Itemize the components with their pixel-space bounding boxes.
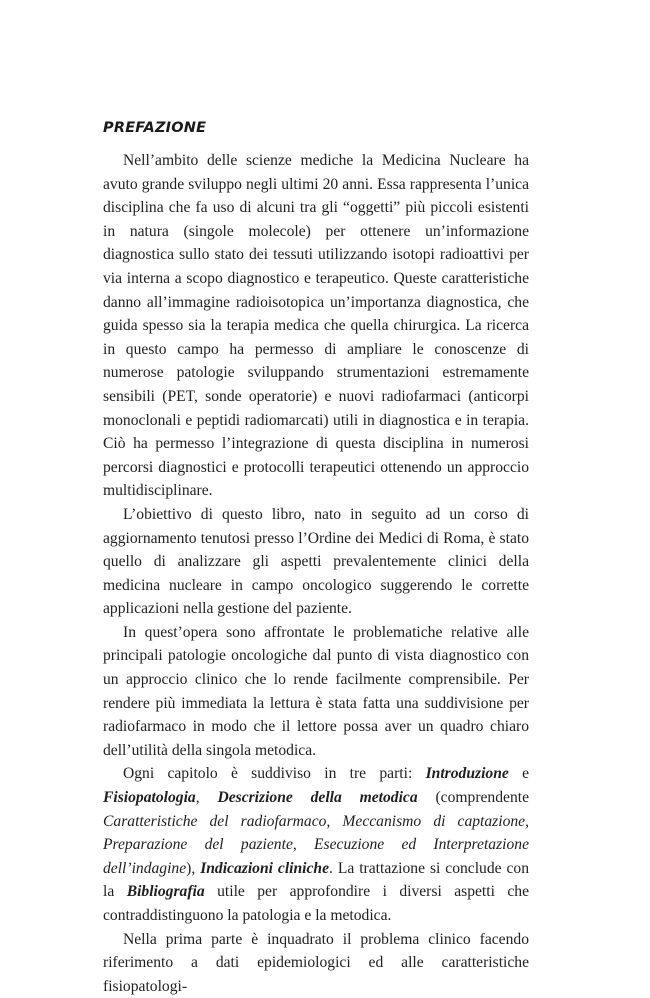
paragraph-3: In quest’opera sono affrontate le problematiche relative alle principali patologie oncologiche dal punto di vista diagnostico con un approccio clinico che lo rende facilmente comprensibile. Per rendere più immediata la lettura è stata fatta una suddivisione per radiofarmaco in modo che il lettore possa aver un quadro chiaro dell’utilità della singola metodica. (103, 623, 529, 759)
text-run: utile per approfondire i diversi aspetti che contraddistinguono la patologia e la metodica. (103, 883, 529, 924)
text-run: e (508, 765, 529, 783)
term-indicazioni-cliniche: Indicazioni cliniche (200, 859, 330, 877)
paragraph-1: Nell’ambito delle scienze mediche la Medicina Nucleare ha avuto grande sviluppo negli ultimi 20 anni. Essa rappresenta l’unica disciplina che fa uso di alcuni tra gli “oggetti” più piccoli esistenti in natura (singole molecole) per ottenere un’informazione diagnostica sullo stato dei tessuti utilizzando isotopi radioattivi per via interna a scopo diagnostico e terapeutico. Queste caratteristiche danno all’immagine radioisotopica un’importanza diagnostica, che guida spesso sia la terapia medica che quella chirurgica. La ricerca in questo campo ha permesso di ampliare le conoscenze di numerose patologie sviluppando strumentazioni estremamente sensibili (PET, sonde operatorie) e nuovi radiofarmaci (anticorpi monoclonali e peptidi radiomarcati) utili in diagnostica e in terapia. Ciò ha permesso l’integrazione di questa disciplina in numerosi percorsi diagnostici e protocolli terapeutici ottenendo un approccio multidisciplinare. (103, 152, 529, 500)
term-fisiopatologia: Fisiopatologia (103, 789, 196, 807)
term-descrizione-metodica: Descrizione della metodica (217, 789, 418, 807)
text-run: (comprendente (417, 789, 529, 807)
term-introduzione: Introduzione (425, 765, 509, 783)
paragraph-4 (103, 762, 529, 927)
text-run: , (195, 789, 218, 807)
text-run: . La trattazione si conclude con la (103, 859, 529, 901)
subtopics-italic: Caratteristiche del radiofarmaco, Meccanismo di captazione, Preparazione del paziente, Esecuzione ed Interpretazione dell’indagine (103, 812, 529, 877)
body-text (103, 149, 529, 998)
page-title: PREFAZIONE (103, 120, 207, 136)
term-bibliografia: Bibliografia (126, 883, 205, 901)
text-run: ), (186, 859, 201, 877)
text-run: Ogni capitolo è suddiviso in tre parti: (123, 765, 426, 783)
paragraph-5: Nella prima parte è inquadrato il problema clinico facendo riferimento a dati epidemiologici ed alle caratteristiche fisiopatologi- (103, 930, 529, 995)
paragraph-2: L’obiettivo di questo libro, nato in seguito ad un corso di aggiornamento tenutosi presso l’Ordine dei Medici di Roma, è stato quello di analizzare gli aspetti prevalentemente clinici della medicina nucleare in campo oncologico suggerendo le corrette applicazioni nella gestione del paziente. (103, 505, 529, 618)
